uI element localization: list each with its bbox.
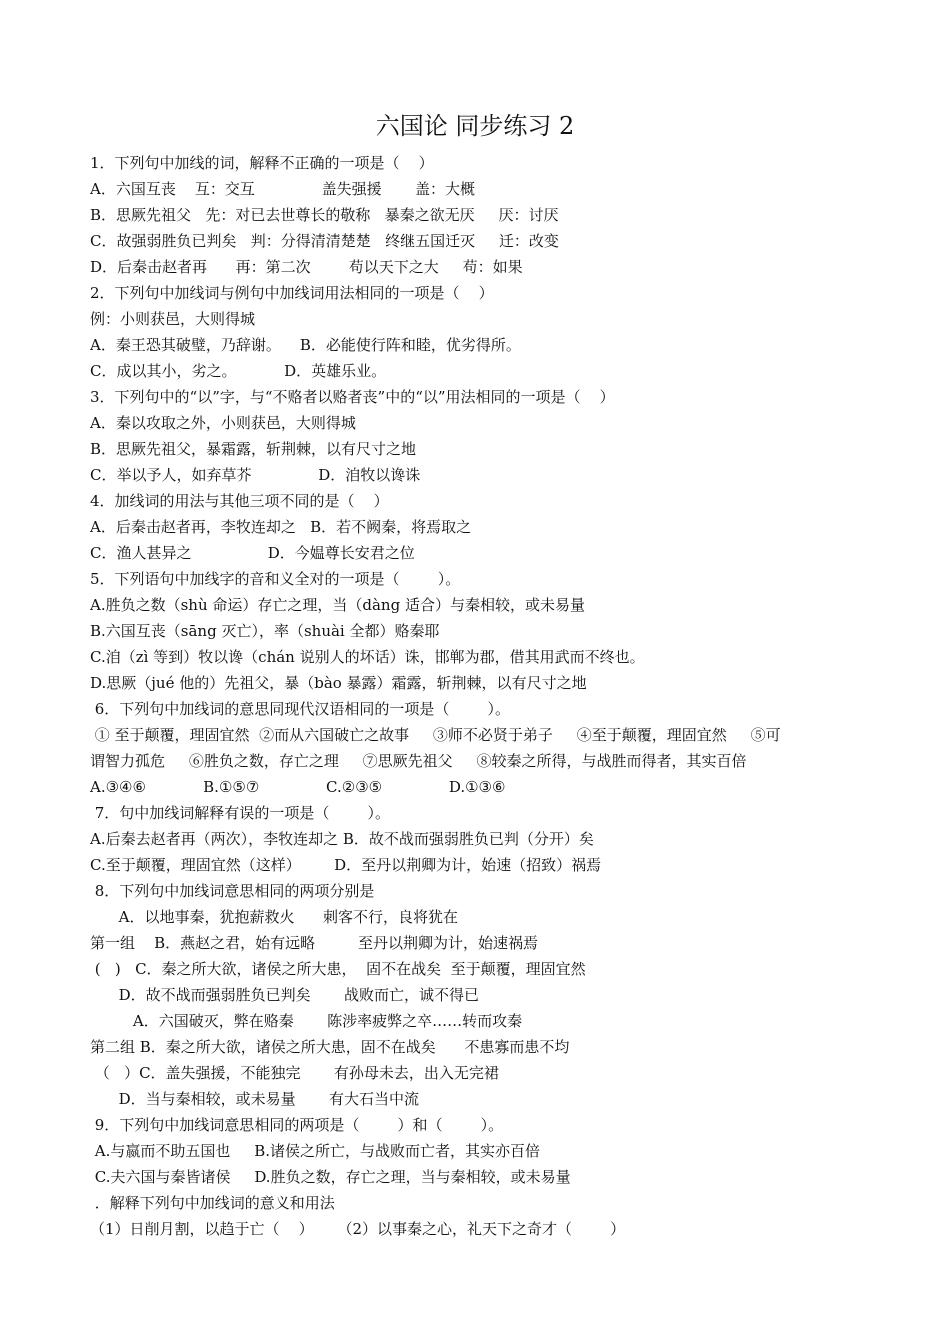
text-line: D．后秦击赵者再 再：第二次 苟以天下之大 苟：如果 — [90, 258, 523, 276]
text-line: C.至于颠覆，理固宜然（这样） D．至丹以荆卿为计，始速（招致）祸焉 — [90, 856, 602, 874]
text-line: A．六国破灭，弊在赂秦 陈涉率疲弊之卒……转而攻秦 — [90, 1012, 523, 1030]
text-line: C．故强弱胜负已判矣 判：分得清清楚楚 终继五国迁灭 迁：改变 — [90, 232, 559, 250]
text-line: C.洎（zì 等到）牧以谗（chán 说别人的坏话）诛，邯郸为郡，借其用武而不终也。 — [90, 648, 645, 666]
text-line: ( ) C．秦之所大欲，诸侯之所大患， 固不在战矣 至于颠覆，理固宜然 — [90, 960, 586, 978]
text-line: A．后秦击赵者再，李牧连却之 B．若不阙秦，将焉取之 — [90, 518, 472, 536]
text-line: C．成以其小，劣之。 D．英雄乐业。 — [90, 362, 387, 380]
text-line: B．思厥先祖父 先：对已去世尊长的敬称 暴秦之欲无厌 厌：讨厌 — [90, 206, 559, 224]
text-line: C．渔人甚异之 D．今媪尊长安君之位 — [90, 544, 415, 562]
text-line: B.六国互丧（sāng 灭亡），率（shuài 全都）赂秦耶 — [90, 622, 440, 640]
text-line: 1．下列句中加线的词，解释不正确的一项是（ ） — [90, 154, 434, 172]
text-line: 3．下列句中的“以”字，与“不赂者以赂者丧”中的“以”用法相同的一项是（ ） — [90, 388, 615, 406]
text-line: 例：小则获邑，大则得城 — [90, 310, 256, 328]
text-line: （1）日削月割，以趋于亡（ ） （2）以事秦之心，礼天下之奇才（ ） — [90, 1220, 626, 1238]
text-line: 第一组 B．燕赵之君，始有远略 至丹以荆卿为计，始速祸焉 — [90, 934, 539, 952]
text-line: 5．下列语句中加线字的音和义全对的一项是（ ）。 — [90, 570, 461, 588]
text-line: A.胜负之数（shù 命运）存亡之理，当（dàng 适合）与秦相较，或未易量 — [90, 596, 585, 614]
text-line: （ ）C．盖失强援，不能独完 有孙母未去，出入无完裙 — [90, 1064, 499, 1082]
text-line: 6．下列句中加线词的意思同现代汉语相同的一项是（ ）。 — [90, 700, 510, 718]
text-line: ① 至于颠覆，理固宜然 ②而从六国破亡之故事 ③师不必贤于弟子 ④至于颠覆，理固宜然 ⑤可 — [90, 726, 781, 744]
text-line: 谓智力孤危 ⑥胜负之数，存亡之理 ⑦思厥先祖父 ⑧较秦之所得，与战胜而得者，其实百倍 — [90, 752, 747, 770]
text-line: C.夫六国与秦皆诸侯 D.胜负之数，存亡之理，当与秦相较，或未易量 — [90, 1168, 571, 1186]
text-line: A.与嬴而不助五国也 B.诸侯之所亡，与战败而亡者，其实亦百倍 — [90, 1142, 541, 1160]
text-line: A．以地事秦，犹抱薪救火 刺客不行，良将犹在 — [90, 908, 459, 926]
text-line: D.思厥（jué 他的）先祖父，暴（bào 暴露）霜露，斩荆棘，以有尺寸之地 — [90, 674, 587, 692]
text-line: 2．下列句中加线词与例句中加线词用法相同的一项是（ ） — [90, 284, 494, 302]
text-line: 7．句中加线词解释有误的一项是（ ）。 — [90, 804, 390, 822]
text-line: D．故不战而强弱胜负已判矣 战败而亡，诚不得已 — [90, 986, 480, 1004]
text-line: D．当与秦相较，或未易量 有大石当中流 — [90, 1090, 420, 1108]
text-line: 第二组 B．秦之所大欲，诸侯之所大患，固不在战矣 不患寡而患不均 — [90, 1038, 570, 1056]
text-line: A.后秦去赵者再（两次），李牧连却之 B．故不战而强弱胜负已判（分开）矣 — [90, 830, 594, 848]
text-line: A．秦王恐其破璧，乃辞谢。 B．必能使行阵和睦，优劣得所。 — [90, 336, 521, 354]
exercise-body — [90, 150, 920, 1242]
text-line: A．秦以攻取之外，小则获邑，大则得城 — [90, 414, 356, 432]
text-line: ．解释下列句中加线词的意义和用法 — [90, 1194, 335, 1212]
text-line: A.③④⑥ B.①⑤⑦ C.②③⑤ D.①③⑥ — [90, 778, 506, 796]
text-line: 4．加线词的用法与其他三项不同的是（ ） — [90, 492, 389, 510]
text-line: 9．下列句中加线词意思相同的两项是（ ）和（ ）。 — [90, 1116, 504, 1134]
text-line: 8．下列句中加线词意思相同的两项分别是 — [90, 882, 375, 900]
page-title: 六国论 同步练习 2 — [375, 112, 575, 140]
text-line: A．六国互丧 互：交互 盖失强援 盖：大概 — [90, 180, 476, 198]
text-line: B．思厥先祖父，暴霜露，斩荆棘，以有尺寸之地 — [90, 440, 417, 458]
text-line: C．举以予人，如弃草芥 D．洎牧以谗诛 — [90, 466, 421, 484]
